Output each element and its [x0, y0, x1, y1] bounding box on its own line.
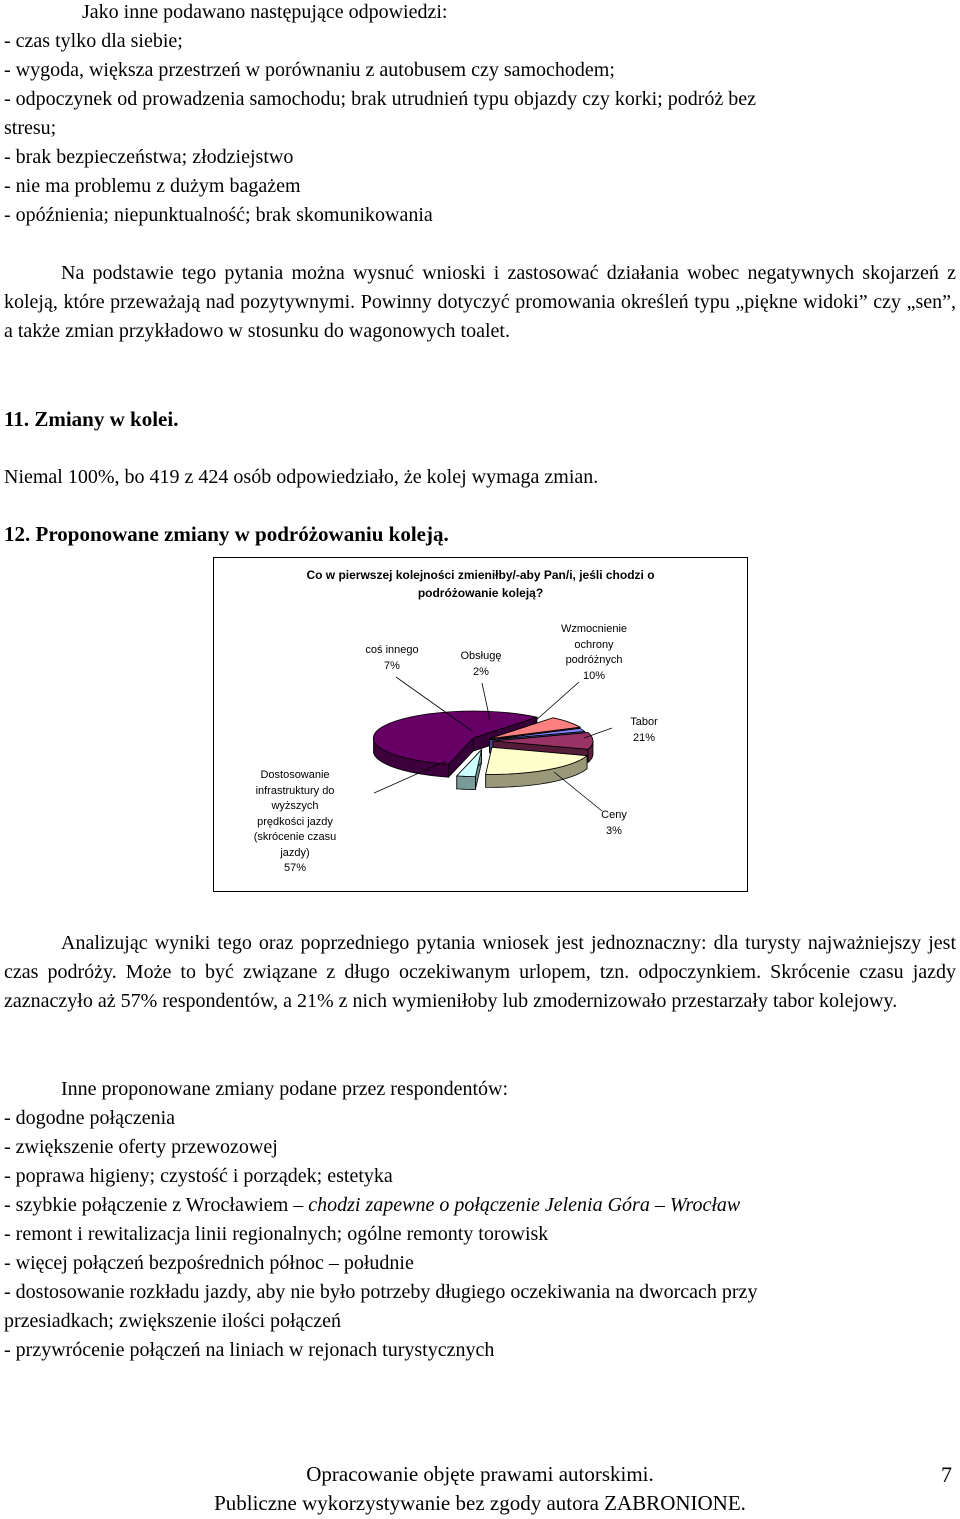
label-percent: 57% [283, 862, 307, 874]
list-item: przesiadkach; zwiększenie ilości połączeń [4, 1310, 342, 1332]
label-line: ochrony [574, 638, 614, 651]
list-item: - odpoczynek od prowadzenia samochodu; brak utrudnień typu objazdy czy korki; podróż bez [4, 88, 756, 110]
list-item: stresu; [4, 117, 57, 139]
label-line: Dostosowanie [260, 769, 330, 781]
label-line: Wzmocnienie [560, 623, 628, 635]
footer-copyright: Opracowanie objęte prawami autorskimi. [306, 1462, 654, 1486]
chart-title-line: Co w pierwszej kolejności zmieniłby/-aby Pan/i, jeśli chodzi o [306, 568, 655, 582]
chart-title-line: podróżowanie koleją? [417, 586, 544, 600]
label-line: Obsługę [460, 650, 502, 662]
section-11-text: Niemal 100%, bo 419 z 424 osób odpowiedziało, że kolej wymaga zmian. [4, 466, 599, 488]
list-item: - remont i rewitalizacja linii regionalnych; ogólne remonty torowisk [4, 1223, 549, 1245]
section-heading-12: 12. Proponowane zmiany w podróżowaniu koleją. [4, 522, 449, 546]
list-item: - przywrócenie połączeń na liniach w rejonach turystycznych [4, 1339, 495, 1361]
analysis-paragraph: Analizując wyniki tego oraz poprzedniego pytania wniosek jest jednoznaczny: dla turysty najważniejszy jest czas podróży. Może to być związane z długo oczekiwanym urlopem, tzn. odpoczynkiem. Skrócenie czasu jazdy zaznaczyło aż 57% respondentów, a 21% z nich wymieniłoby lub zmodernizowało przestarzały tabor kolejowy. [4, 932, 956, 1012]
slice-label-prices [584, 808, 644, 839]
list-item: - opóźnienia; niepunktualność; brak skomunikowania [4, 204, 433, 226]
leader-line-prices [554, 772, 602, 811]
label-line: infrastruktury do [255, 784, 335, 797]
conclusion-paragraph: Na podstawie tego pytania można wysnuć wnioski i zastosować działania wobec negatywnych skojarzeń z koleją, które przeważają nad pozytywnymi. Powinny dotyczyć promowania określeń typu „piękne widoki” czy „sen”, a także zmian przykładowo w stosunku do wagonowych toalet. [4, 262, 956, 342]
label-percent: 7% [384, 659, 400, 672]
answers-list [4, 0, 956, 230]
list-item: - poprawa higieny; czystość i porządek; estetyka [4, 1165, 393, 1187]
slice-label-infrastructure [215, 768, 375, 877]
list-item [4, 1191, 956, 1220]
list-item: - dogodne połączenia [4, 1107, 176, 1129]
list-item: - brak bezpieczeństwa; złodziejstwo [4, 146, 294, 168]
list-item-text: - szybkie połączenie z Wrocławiem – [4, 1194, 309, 1216]
list-item: - więcej połączeń bezpośrednich północ – południe [4, 1252, 414, 1274]
proposed-intro: Inne proponowane zmiany podane przez respondentów: [61, 1078, 509, 1100]
label-line: Tabor [630, 716, 658, 728]
list-item: - zwiększenie oferty przewozowej [4, 1136, 278, 1158]
slice-label-service [444, 649, 518, 680]
label-line: podróżnych [565, 654, 623, 666]
proposed-changes-list [4, 1075, 956, 1365]
slice-label-rolling-stock [614, 715, 674, 746]
label-percent: 3% [606, 824, 622, 837]
label-line: (skrócenie czasu [253, 831, 337, 843]
leader-line-security [534, 682, 579, 722]
list-item: - nie ma problemu z dużym bagażem [4, 175, 301, 197]
footer-warning: Publiczne wykorzystywanie bez zgody autora ZABRONIONE. [214, 1491, 746, 1515]
label-percent: 10% [582, 669, 606, 682]
label-percent: 21% [632, 731, 656, 744]
section-heading-11: 11. Zmiany w kolei. [4, 407, 179, 431]
list-item-comment: chodzi zapewne o połączenie Jelenia Góra – Wrocław [308, 1194, 741, 1216]
pie-slice-side-prices [457, 776, 476, 790]
label-line: coś innego [365, 644, 419, 656]
page-number: 7 [941, 1462, 952, 1487]
list-item: - dostosowanie rozkładu jazdy, aby nie było potrzeby długiego oczekiwania na dworcach przy [4, 1281, 758, 1303]
label-line: prędkości jazdy [257, 815, 333, 828]
label-line: wyższych [271, 800, 319, 812]
label-line: Ceny [601, 809, 627, 821]
label-line: jazdy) [280, 846, 310, 859]
slice-label-other [354, 643, 430, 674]
pie-chart [213, 557, 748, 892]
list-item: - wygoda, większa przestrzeń w porównaniu z autobusem czy samochodem; [4, 59, 615, 81]
slice-label-security [542, 622, 646, 684]
answers-intro: Jako inne podawano następujące odpowiedzi: [82, 1, 448, 23]
label-percent: 2% [473, 665, 489, 678]
list-item: - czas tylko dla siebie; [4, 30, 183, 52]
